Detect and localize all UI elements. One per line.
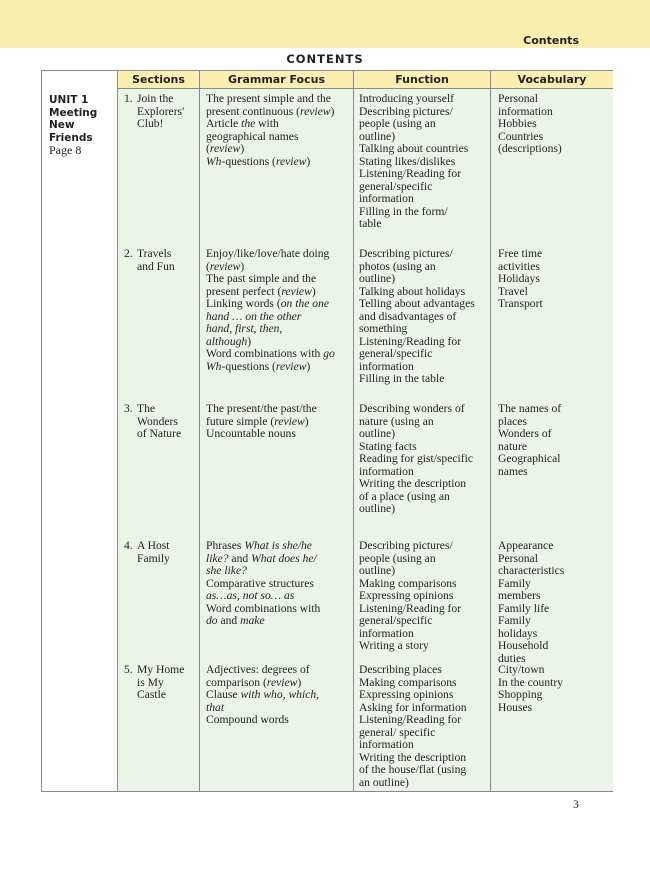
- section-title: Join the Explorers' Club!: [137, 92, 185, 130]
- column-header-grammar: Grammar Focus: [227, 73, 325, 86]
- section-cell: [124, 93, 196, 131]
- grammar-text: Compound words: [206, 713, 289, 726]
- grammar-text: hand … on the other: [206, 309, 302, 323]
- column-divider: [199, 71, 200, 791]
- grammar-text: What does he/: [251, 551, 317, 565]
- grammar-text: (: [206, 142, 210, 155]
- grammar-text: ): [297, 675, 302, 689]
- grammar-text: The past simple and the: [206, 272, 317, 285]
- grammar-cell: [206, 664, 352, 727]
- grammar-text: Wh: [206, 154, 222, 168]
- grammar-text: review: [275, 154, 307, 168]
- unit-name-line-2: New Friends: [49, 119, 93, 144]
- grammar-text: ): [247, 334, 252, 348]
- vocabulary-cell: City/town In the country Shopping Houses: [498, 663, 564, 714]
- grammar-line: [206, 714, 352, 727]
- function-cell: Describing pictures/ people (using an outline) Making comparisons Expressing opinions Listening/Reading for general/specific information Writing a story: [359, 539, 462, 652]
- unit-name-line-1: Meeting: [49, 106, 98, 119]
- header-band: [0, 0, 650, 48]
- column-header-sections: Sections: [132, 73, 185, 86]
- grammar-text: and: [217, 614, 241, 627]
- page-title: CONTENTS: [286, 52, 364, 66]
- grammar-text: make: [240, 614, 265, 627]
- grammar-text: as…as, not so… as: [206, 589, 295, 602]
- unit-page: Page 8: [49, 143, 82, 157]
- contents-table: [41, 70, 613, 792]
- grammar-text: ): [240, 142, 245, 155]
- vocabulary-cell: Personal information Hobbies Countries (descriptions): [498, 92, 562, 155]
- section-number: 5.: [124, 663, 133, 676]
- column-header-vocabulary: Vocabulary: [517, 73, 587, 86]
- section-cell: [124, 540, 196, 565]
- section-number: 2.: [124, 247, 133, 260]
- grammar-line: [206, 361, 352, 374]
- section-number: 1.: [124, 92, 133, 105]
- grammar-text: hand, first, then,: [206, 322, 283, 335]
- grammar-text: Uncountable nouns: [206, 427, 296, 440]
- grammar-text: go: [323, 347, 335, 360]
- grammar-text: Article: [206, 117, 242, 130]
- grammar-text: ): [330, 104, 335, 118]
- column-divider: [117, 71, 118, 791]
- section-title: My Home is My Castle: [137, 663, 185, 701]
- grammar-text: review: [266, 675, 298, 689]
- grammar-text: review: [275, 359, 307, 373]
- function-cell: Introducing yourself Describing pictures/ people (using an outline) Talking about countries Stating likes/dislikes Listening/Reading for general/specific information Filling in the form/ table: [359, 92, 469, 230]
- grammar-text: with: [255, 117, 279, 130]
- grammar-text: review: [281, 284, 312, 298]
- vocabulary-cell: Free time activities Holidays Travel Transport: [498, 247, 543, 310]
- unit-number: UNIT 1: [49, 94, 89, 106]
- function-cell: Describing pictures/ photos (using an outline) Talking about holidays Telling about advantages and disadvantages of something Listening/Reading for general/specific information Filling in the table: [359, 247, 475, 385]
- grammar-cell: [206, 540, 352, 628]
- section-title: The Wonders of Nature: [137, 402, 182, 440]
- grammar-line: [206, 156, 352, 169]
- grammar-cell: [206, 93, 352, 168]
- column-header-function: Function: [395, 73, 449, 86]
- grammar-text: ): [311, 284, 316, 298]
- section-number: 4.: [124, 539, 133, 552]
- running-header: Contents: [523, 34, 579, 47]
- section-title: A Host Family: [137, 539, 170, 565]
- grammar-text: comparison (: [206, 675, 267, 689]
- page-number: 3: [573, 799, 579, 811]
- grammar-line: [206, 428, 352, 441]
- grammar-text: ): [306, 154, 311, 168]
- grammar-text: geographical names: [206, 129, 299, 143]
- grammar-text: Clause: [206, 688, 241, 701]
- grammar-text: present continuous (: [206, 104, 301, 118]
- vocabulary-cell: Appearance Personal characteristics Family members Family life Family holidays Household duties: [498, 539, 565, 665]
- grammar-text: the: [241, 117, 256, 130]
- grammar-text: Enjoy/like/love/hate doing: [206, 247, 330, 260]
- grammar-text: What is she/he: [244, 539, 312, 552]
- grammar-text: with who, which,: [240, 688, 320, 701]
- grammar-text: Linking words (: [206, 297, 281, 310]
- grammar-text: review: [209, 142, 241, 155]
- section-cell: [124, 403, 196, 441]
- grammar-text: she like?: [206, 564, 247, 577]
- grammar-line: [206, 689, 352, 702]
- grammar-text: ): [240, 259, 245, 273]
- grammar-text: Comparative structures: [206, 576, 314, 590]
- function-cell: Describing wonders of nature (using an outline) Stating facts Reading for gist/specific information Writing the description of a place (using an outline): [359, 402, 473, 515]
- unit-label: [49, 94, 115, 157]
- grammar-text: Wh: [206, 359, 222, 373]
- grammar-text: future simple (: [206, 414, 275, 428]
- grammar-text: -questions (: [221, 359, 276, 373]
- grammar-text: ): [306, 359, 311, 373]
- grammar-text: that: [206, 700, 225, 714]
- section-cell: [124, 664, 196, 702]
- grammar-text: although: [206, 334, 248, 348]
- grammar-text: The present simple and the: [206, 92, 331, 105]
- grammar-text: review: [274, 414, 305, 428]
- grammar-line: [206, 615, 352, 628]
- grammar-cell: [206, 248, 352, 373]
- section-cell: [124, 248, 196, 273]
- grammar-text: (: [206, 259, 210, 273]
- grammar-text: Word combinations with: [206, 601, 321, 615]
- grammar-text: like?: [206, 551, 229, 565]
- section-title: Travels and Fun: [137, 247, 175, 273]
- grammar-text: The present/the past/the: [206, 402, 317, 415]
- grammar-cell: [206, 403, 352, 441]
- grammar-text: present perfect (: [206, 284, 282, 298]
- grammar-text: -questions (: [221, 154, 276, 168]
- column-divider: [353, 71, 354, 791]
- grammar-text: ): [304, 414, 309, 428]
- grammar-text: on the one: [280, 297, 330, 310]
- grammar-text: review: [300, 104, 331, 118]
- grammar-text: Adjectives: degrees of: [206, 663, 310, 676]
- vocabulary-cell: The names of places Wonders of nature Geographical names: [498, 402, 562, 478]
- function-cell: Describing places Making comparisons Expressing opinions Asking for information Listening/Reading for general/ specific information Writing the description of the house/flat (using an outline): [359, 663, 467, 789]
- grammar-text: do: [206, 614, 218, 627]
- grammar-text: Word combinations with: [206, 347, 324, 360]
- grammar-text: review: [209, 259, 241, 273]
- grammar-text: and: [228, 551, 252, 565]
- section-number: 3.: [124, 402, 133, 415]
- grammar-text: Phrases: [206, 539, 245, 552]
- column-divider: [490, 71, 491, 791]
